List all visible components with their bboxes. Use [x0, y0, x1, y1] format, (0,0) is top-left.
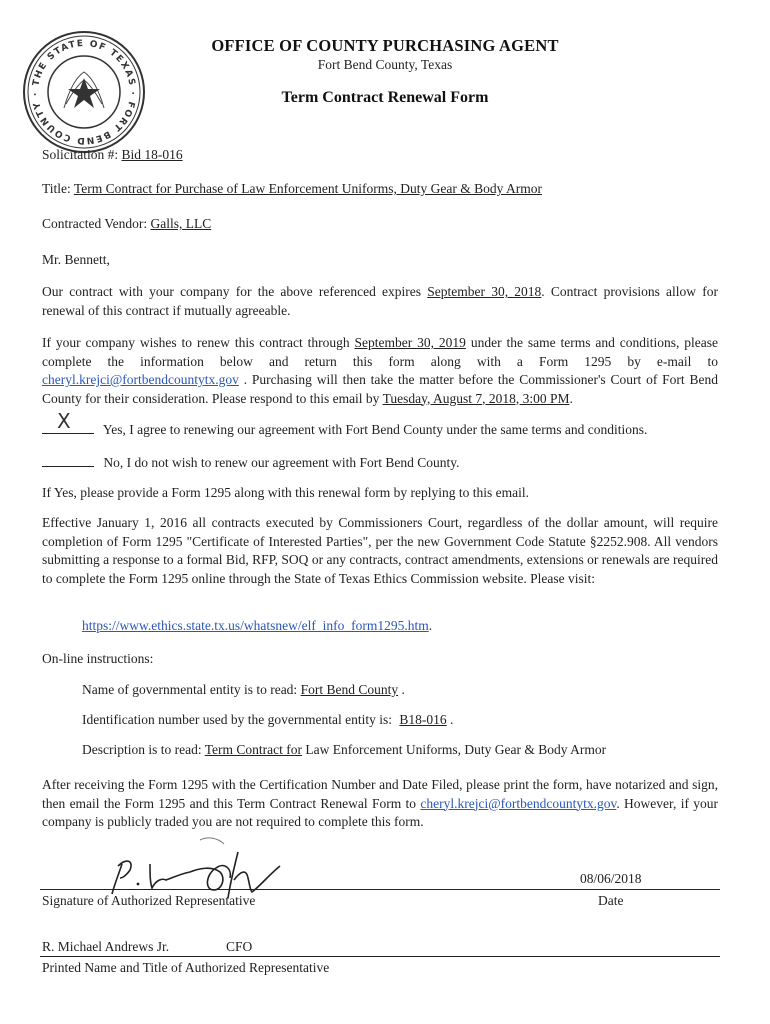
instruction-id-text: Identification number used by the governmental entity is:: [82, 712, 393, 727]
renewal-paragraph: [42, 334, 718, 408]
renewal-text: If your company wishes to renew this contract through: [42, 335, 350, 350]
ethics-link[interactable]: https://www.ethics.state.tx.us/whatsnew/elf_info_form1295.htm: [82, 618, 429, 633]
instruction-description: [82, 741, 606, 759]
option-yes-text: Yes, I agree to renewing our agreement with Fort Bend County under the same terms and conditions.: [102, 422, 648, 437]
instruction-entity: [82, 681, 405, 699]
instruction-description-text: Description is to read:: [82, 742, 202, 757]
signature-rule: [40, 889, 720, 890]
entity-name: Fort Bend County: [300, 682, 399, 697]
form-title: Term Contract Renewal Form: [281, 89, 489, 106]
option-yes: [42, 409, 648, 439]
response-deadline: Tuesday, August 7, 2018, 3:00 PM: [382, 390, 570, 406]
printed-name-rule: [40, 956, 720, 957]
ethics-link-line: [82, 617, 432, 635]
option-no: [42, 452, 459, 472]
expiry-date: September 30, 2018: [427, 284, 542, 299]
printed-name-label: Printed Name and Title of Authorized Representative: [42, 960, 330, 975]
instruction-entity-suffix: .: [401, 682, 405, 697]
contract-title: Term Contract for Purchase of Law Enforcement Uniforms, Duty Gear & Body Armor: [73, 181, 542, 196]
solicitation-number: Bid 18-016: [121, 147, 183, 162]
signature-label: Signature of Authorized Representative: [42, 893, 256, 908]
notarize-text: After receiving the Form 1295 with the Certification Number and Date Filed, please print the form, have notarized and sign, then email the Form 1295 and this Term Contract Renewal Form to: [42, 777, 718, 811]
printed-title: CFO: [226, 939, 253, 954]
notarize-paragraph: [42, 776, 718, 832]
description-rest: Law Enforcement Uniforms, Duty Gear & Body Armor: [305, 742, 607, 757]
vendor-label: Contracted Vendor:: [42, 216, 148, 231]
instruction-entity-text: Name of governmental entity is to read:: [82, 682, 298, 697]
yes-checkbox[interactable]: [42, 409, 94, 434]
form-1295-paragraph: Effective January 1, 2016 all contracts executed by Commissioners Court, regardless of the dollar amount, will require completion of Form 1295 "Certificate of Interested Parties", per the new Government Code Statute §2252.908. All vendors submitting a response to a formal Bid, RFP, SOQ or any contracts, contract amendments, extensions or renewals are required to complete the Form 1295 online through the State of Texas Ethics Commission website. Please visit:: [42, 515, 718, 586]
email-link-2[interactable]: cheryl.krejci@fortbendcountytx.gov: [420, 795, 617, 811]
expiry-paragraph: [42, 283, 718, 320]
signature-date-value: 08/06/2018: [580, 871, 642, 886]
title-line: [42, 180, 542, 198]
email-link[interactable]: cheryl.krejci@fortbendcountytx.gov: [42, 372, 239, 387]
option-no-text: No, I do not wish to renew our agreement with Fort Bend County.: [103, 455, 460, 470]
salutation: Mr. Bennett,: [42, 252, 110, 267]
notarize-text-2: . However, if your company is publicly traded you are not required to complete this form.: [42, 795, 719, 829]
vendor-line: [42, 215, 211, 233]
printed-name: R. Michael Andrews Jr.: [42, 939, 170, 954]
vendor-name: Galls, LLC: [150, 216, 212, 231]
title-label: Title:: [42, 181, 71, 196]
x-mark: X: [57, 409, 71, 433]
county-seal: [20, 28, 148, 156]
svg-text:THE STATE OF TEXAS · FORT BEND: THE STATE OF TEXAS · FORT BEND COUNTY ·: [30, 38, 138, 146]
office-location: Fort Bend County, Texas: [317, 57, 453, 72]
instruction-id: [82, 711, 453, 729]
instruction-id-suffix: .: [450, 712, 454, 727]
renewal-text-3: . Purchasing will then take the matter before the Commissioner's Court of Fort Bend County for their consideration. Please respond to this email by: [42, 372, 719, 406]
description-value: Term Contract for: [204, 742, 303, 757]
online-instructions-heading: On-line instructions:: [42, 651, 154, 666]
date-label: Date: [598, 893, 624, 908]
office-heading: OFFICE OF COUNTY PURCHASING AGENT: [211, 36, 559, 55]
renewal-date: September 30, 2019: [354, 335, 466, 350]
if-yes-note: If Yes, please provide a Form 1295 along with this renewal form by replying to this email.: [42, 485, 530, 500]
renewal-text-2: under the same terms and conditions, please complete the information below and return this form along with a Form 1295 by e-mail to: [42, 335, 719, 369]
ethics-link-suffix: .: [428, 618, 433, 633]
no-checkbox[interactable]: [42, 452, 94, 467]
entity-id: B18-016: [399, 712, 447, 727]
solicitation-label: Solicitation #:: [42, 147, 119, 162]
expiry-text: Our contract with your company for the above referenced expires: [42, 284, 422, 299]
solicitation-line: [42, 146, 183, 164]
expiry-text-2: . Contract provisions allow for renewal of this contract if mutually agreeable.: [42, 284, 719, 318]
renewal-text-4: .: [569, 390, 573, 406]
